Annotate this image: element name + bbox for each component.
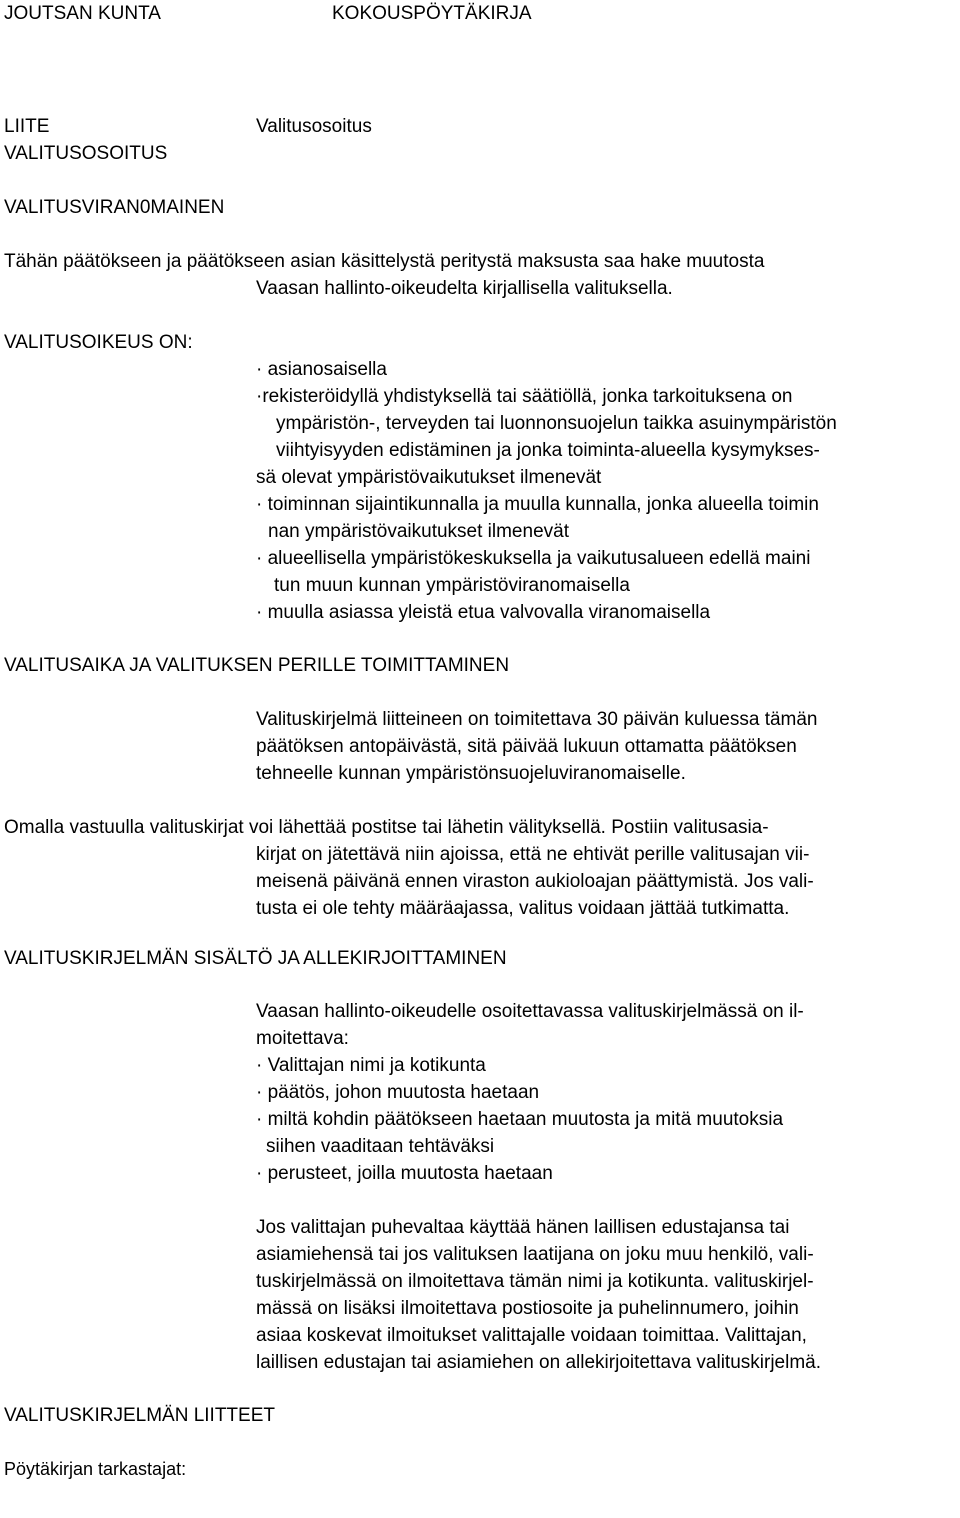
appeal-right-line: nan ympäristövaikutukset ilmenevät — [268, 521, 569, 542]
own-risk-line: kirjat on jätettävä niin ajoissa, että ne ehtivät perille valitusajan vii- — [256, 844, 810, 865]
appeal-right-line: · asianosaisella — [256, 359, 387, 380]
representative-line: tuskirjelmässä on ilmoitettava tämän nimi ja kotikunta. valituskirjel- — [256, 1271, 814, 1292]
representative-line: laillisen edustajan tai asiamiehen on allekirjoitettava valituskirjelmä. — [256, 1352, 822, 1373]
appeal-right-label: VALITUSOIKEUS ON: — [4, 332, 193, 353]
appeal-right-line: · toiminnan sijaintikunnalla ja muulla kunnalla, jonka alueella toimin — [256, 494, 819, 515]
appeal-right-line: · muulla asiassa yleistä etua valvovalla viranomaisella — [256, 602, 711, 623]
appeal-right-line: ympäristön-, terveyden tai luonnonsuojelun taikka asuinympäristön — [276, 413, 837, 434]
contents-item: · päätös, johon muutosta haetaan — [256, 1082, 540, 1103]
appeal-right-line: tun muun kunnan ympäristöviranomaisella — [274, 575, 630, 596]
municipality-name: JOUTSAN KUNTA — [4, 3, 161, 24]
intro-line-2: Vaasan hallinto-oikeudelta kirjallisella valituksella. — [256, 278, 673, 299]
contents-intro-line: Vaasan hallinto-oikeudelle osoitettavassa valituskirjelmässä on il- — [256, 1001, 804, 1022]
own-risk-line-1: Omalla vastuulla valituskirjat voi lähettää postitse tai lähetin välityksellä. Postiin valitusasia- — [4, 817, 769, 838]
contents-intro-line: moitettava: — [256, 1028, 349, 1049]
appeal-time-line: päätöksen antopäivästä, sitä päivää lukuun ottamatta päätöksen — [256, 736, 797, 757]
contents-item: siihen vaaditaan tehtäväksi — [266, 1136, 495, 1157]
appeal-time-line: tehneelle kunnan ympäristönsuojeluviranomaiselle. — [256, 763, 686, 784]
contents-heading: VALITUSKIRJELMÄN SISÄLTÖ JA ALLEKIRJOITTAMINEN — [4, 948, 507, 969]
annex-label: LIITE — [4, 116, 50, 137]
attachments-heading: VALITUSKIRJELMÄN LIITTEET — [4, 1405, 275, 1426]
representative-line: mässä on lisäksi ilmoitettava postiosoite ja puhelinnumero, joihin — [256, 1298, 799, 1319]
appeal-right-line: · alueellisella ympäristökeskuksella ja vaikutusalueen edellä maini — [256, 548, 811, 569]
document-type: KOKOUSPÖYTÄKIRJA — [332, 3, 532, 24]
own-risk-line: tusta ei ole tehty määräajassa, valitus voidaan jättää tutkimatta. — [256, 898, 790, 919]
representative-line: asiamiehensä tai jos valituksen laatijana on joku muu henkilö, vali- — [256, 1244, 814, 1265]
own-risk-line: meisenä päivänä ennen viraston aukioloajan päättymistä. Jos vali- — [256, 871, 814, 892]
reviewers-label: Pöytäkirjan tarkastajat: — [4, 1459, 187, 1479]
appeal-right-line: ·rekisteröidyllä yhdistyksellä tai säätiöllä, jonka tarkoituksena on — [256, 386, 793, 407]
contents-item: · Valittajan nimi ja kotikunta — [256, 1055, 486, 1076]
representative-line: asiaa koskevat ilmoitukset valittajalle voidaan toimittaa. Valittajan, — [256, 1325, 807, 1346]
contents-item: · perusteet, joilla muutosta haetaan — [256, 1163, 553, 1184]
appeal-time-heading: VALITUSAIKA JA VALITUKSEN PERILLE TOIMITTAMINEN — [4, 655, 510, 676]
appeal-time-line: Valituskirjelmä liitteineen on toimitettava 30 päivän kuluessa tämän — [256, 709, 818, 730]
intro-line-1: Tähän päätökseen ja päätökseen asian käsittelystä peritystä maksusta saa hake muutosta — [4, 251, 765, 272]
appeal-right-line: viihtyisyyden edistäminen ja jonka toiminta-alueella kysymykses- — [276, 440, 820, 461]
authority-label: VALITUSVIRAN0MAINEN — [4, 197, 225, 218]
contents-item: · miltä kohdin päätökseen haetaan muutosta ja mitä muutoksia — [256, 1109, 784, 1130]
annex-label-line2: VALITUSOSOITUS — [4, 143, 168, 164]
representative-line: Jos valittajan puhevaltaa käyttää hänen laillisen edustajansa tai — [256, 1217, 790, 1238]
appeal-right-line: sä olevat ympäristövaikutukset ilmenevät — [256, 467, 602, 488]
annex-title: Valitusosoitus — [256, 116, 372, 137]
